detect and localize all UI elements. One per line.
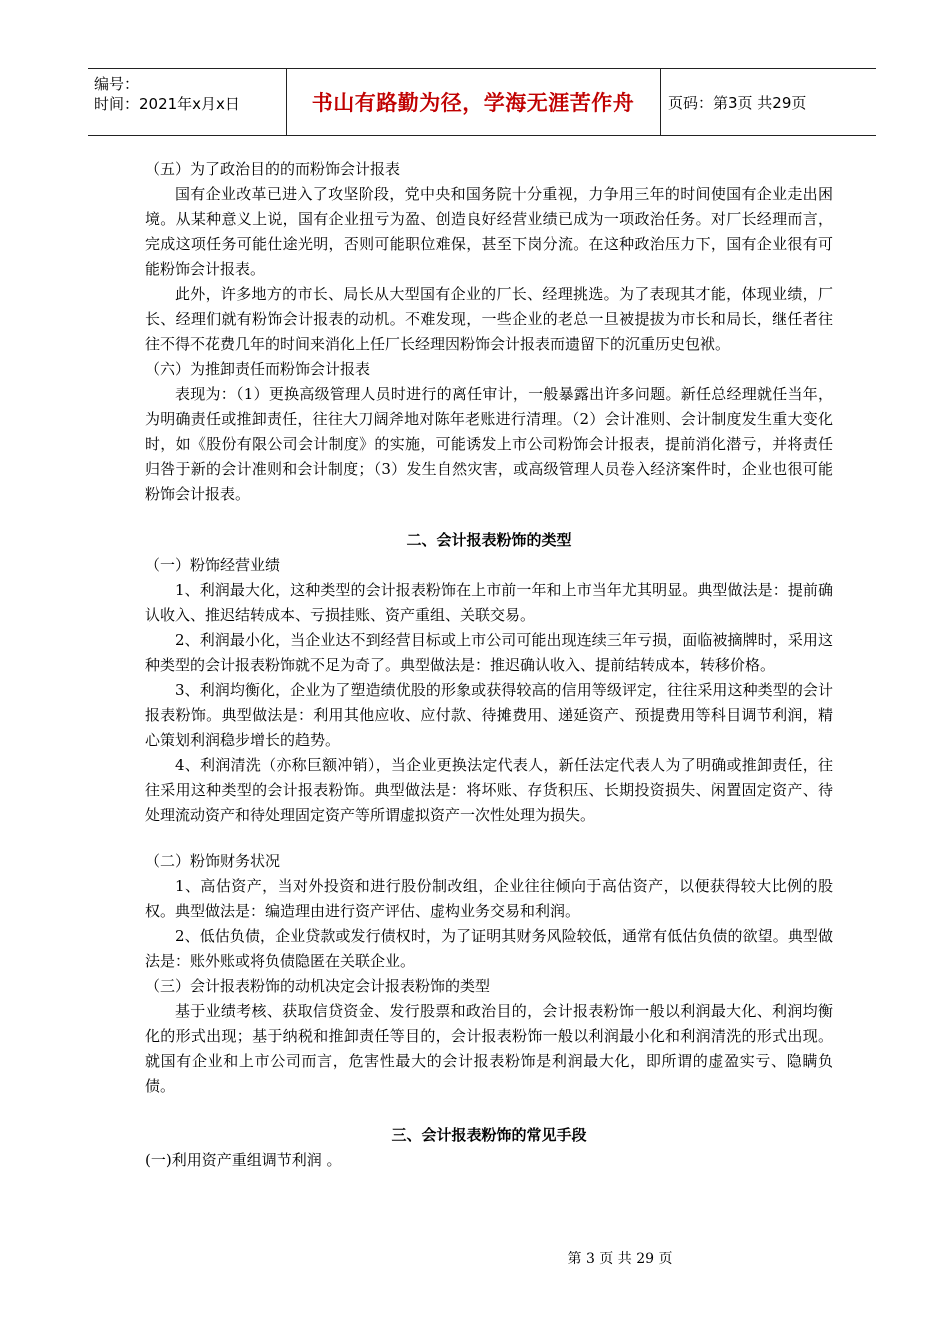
header-page-info: 页码：第3页 共29页 xyxy=(668,93,807,112)
body-paragraph: 1、利润最大化，这种类型的会计报表粉饰在上市前一年和上市当年尤其明显。典型做法是：提前确认收入、推迟结转成本、亏损挂账、资产重组、关联交易。 xyxy=(145,581,833,624)
document-date-label: 时间：2021年x月x日 xyxy=(94,95,240,113)
body-paragraph: 国有企业改革已进入了攻坚阶段，党中央和国务院十分重视，力争用三年的时间使国有企业走出困境。从某种意义上说，国有企业扭亏为盈、创造良好经营业绩已成为一项政治任务。对厂长经理而言，完成这项任务可能仕途光明，否则可能职位难保，甚至下岗分流。在这种政治压力下，国有企业很有可能粉饰会计报表。 xyxy=(145,185,833,278)
header-motto-cell xyxy=(286,69,661,135)
header-page-cell xyxy=(660,69,876,135)
section-heading: 二、会计报表粉饰的类型 xyxy=(406,531,572,549)
document-body xyxy=(145,157,833,1173)
subsection-heading: （六）为推卸责任而粉饰会计报表 xyxy=(145,360,371,378)
header-meta-cell xyxy=(88,69,287,135)
body-paragraph: 表现为：（1）更换高级管理人员时进行的离任审计，一般暴露出许多问题。新任总经理就任当年，为明确责任或推卸责任，往往大刀阔斧地对陈年老账进行清理。（2）会计准则、会计制度发生重大变化时，如《股份有限公司会计制度》的实施，可能诱发上市公司粉饰会计报表，提前消化潜亏，并将责任归咎于新的会计准则和会计制度；（3）发生自然灾害，或高级管理人员卷入经济案件时，企业也很可能粉饰会计报表。 xyxy=(145,385,833,503)
subsection-heading: （三）会计报表粉饰的动机决定会计报表粉饰的类型 xyxy=(145,977,491,995)
body-paragraph: 基于业绩考核、获取信贷资金、发行股票和政治目的，会计报表粉饰一般以利润最大化、利润均衡化的形式出现；基于纳税和推卸责任等目的，会计报表粉饰一般以利润最小化和利润清洗的形式出现。 就国有企业和上市公司而言，危害性最大的会计报表粉饰是利润最大化，即所谓的虚盈实亏、隐瞒负债。 xyxy=(145,1002,833,1095)
body-paragraph: 4、利润清洗（亦称巨额冲销），当企业更换法定代表人，新任法定代表人为了明确或推卸责任，往往采用这种类型的会计报表粉饰。典型做法是：将坏账、存货积压、长期投资损失、闲置固定资产、待处理流动资产和待处理固定资产等所谓虚拟资产一次性处理为损失。 xyxy=(145,756,833,824)
document-number-label: 编号： xyxy=(94,75,140,93)
page-header xyxy=(88,68,876,136)
page-footer xyxy=(0,1248,950,1268)
subsection-heading: (一)利用资产重组调节利润 。 xyxy=(145,1151,342,1169)
body-paragraph: 2、低估负债，企业贷款或发行债权时，为了证明其财务风险较低，通常有低估负债的欲望。典型做法是：账外账或将负债隐匿在关联企业。 xyxy=(145,927,833,970)
body-paragraph: 1、高估资产，当对外投资和进行股份制改组，企业往往倾向于高估资产，以便获得较大比例的股权。典型做法是：编造理由进行资产评估、虚构业务交易和利润。 xyxy=(145,877,833,920)
body-paragraph: 此外，许多地方的市长、局长从大型国有企业的厂长、经理挑选。为了表现其才能，体现业绩，厂长、经理们就有粉饰会计报表的动机。不难发现，一些企业的老总一旦被提拔为市长和局长，继任者往往不得不花费几年的时间来消化上任厂长经理因粉饰会计报表而遗留下的沉重历史包袱。 xyxy=(145,285,833,353)
section-heading: 三、会计报表粉饰的常见手段 xyxy=(391,1126,587,1144)
footer-page-number: 第 3 页 共 29 页 xyxy=(567,1251,673,1267)
subsection-heading: （一）粉饰经营业绩 xyxy=(145,556,281,574)
header-motto: 书山有路勤为径，学海无涯苦作舟 xyxy=(311,91,635,115)
body-paragraph: 2、利润最小化，当企业达不到经营目标或上市公司可能出现连续三年亏损，面临被摘牌时，采用这种类型的会计报表粉饰就不足为奇了。典型做法是：推迟确认收入、提前结转成本，转移价格。 xyxy=(145,631,833,674)
body-paragraph: 3、利润均衡化，企业为了塑造绩优股的形象或获得较高的信用等级评定，往往采用这种类型的会计报表粉饰。典型做法是：利用其他应收、应付款、待摊费用、递延资产、预提费用等科目调节利润，精心策划利润稳步增长的趋势。 xyxy=(145,681,833,749)
subsection-heading: （五）为了政治目的的而粉饰会计报表 xyxy=(145,160,401,178)
subsection-heading: （二）粉饰财务状况 xyxy=(145,852,281,870)
